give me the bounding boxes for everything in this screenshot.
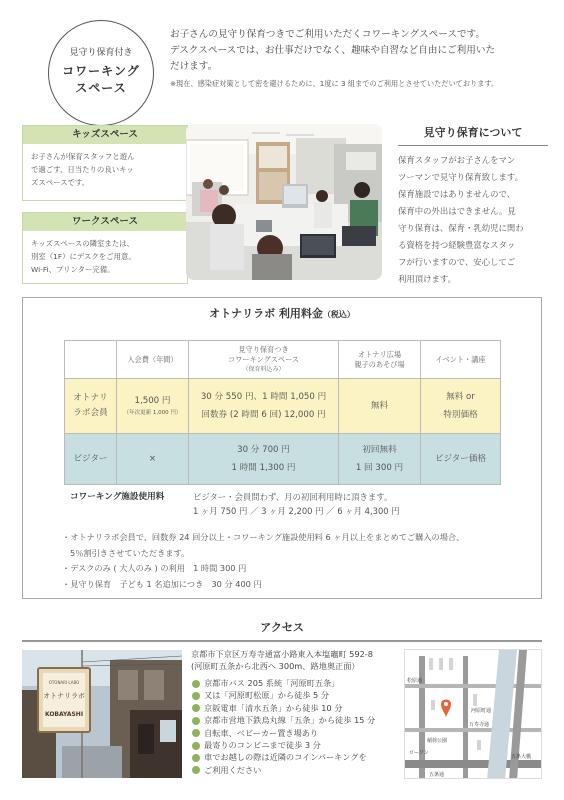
header-fee-sub: （年間） xyxy=(148,354,178,364)
address xyxy=(191,648,397,672)
direction-item: 京都市バス 205 系統「河原町五条」 xyxy=(191,677,401,689)
access-divider xyxy=(22,640,542,642)
member-coworking-l1: 30 分 550 円、1 時間 1,050 円 xyxy=(200,392,327,402)
intro-text xyxy=(170,27,550,89)
mimamori-line: 保育中の外出はできません。見 xyxy=(398,206,516,216)
work-line: Wi-Fi、プリンター完備。 xyxy=(31,265,115,274)
header-plaza xyxy=(339,341,421,379)
member-coworking xyxy=(189,379,339,434)
coworking-room-photo xyxy=(186,124,382,280)
direction-item: 最寄りのコンビニまで徒歩 3 分 xyxy=(191,739,401,751)
direction-item: 車でお越しの際は近隣のコインパーキングを xyxy=(191,751,401,763)
title-badge xyxy=(48,20,154,126)
visitor-fee: × xyxy=(117,434,189,485)
member-event-l2: 特別価格 xyxy=(443,410,478,420)
map-label-park: 稲荷公園 xyxy=(427,738,448,744)
header-event: イベント・講座 xyxy=(421,341,501,379)
header-empty-cell xyxy=(65,341,117,379)
visitor-plaza-l2: 1 回 300 円 xyxy=(355,463,404,473)
coworking-fee-line: 1 ヶ月 750 円 ／ 3 ヶ月 2,200 円 ／ 6 ヶ月 4,300 円 xyxy=(193,506,400,516)
intro-line: お子さんの見守り保育つきでご利用いただくコワーキングスペースです。 xyxy=(170,29,485,40)
kids-space-card xyxy=(22,125,188,201)
header-coworking-l3: （保育料込み） xyxy=(242,365,285,373)
work-line: 別室（1F）にデスクをご用意。 xyxy=(31,252,136,261)
intro-note: ※現在、感染症対策として密を避けるために、1度に 3 組までのご利用とさせていただいております。 xyxy=(170,79,499,88)
map-label-matsubara: 松原通 xyxy=(407,678,423,684)
member-fee-value: 1,500 円 xyxy=(134,396,171,406)
pricing-header-row xyxy=(65,341,501,379)
badge-subtitle: 見守り保育付き xyxy=(69,48,133,58)
visitor-plaza xyxy=(339,434,421,485)
mimamori-line: 守り保育は、保育・乳幼児に関わ xyxy=(398,223,524,233)
storefront-photo xyxy=(22,650,182,778)
work-space-card xyxy=(22,212,188,284)
badge-title-line2: スペース xyxy=(75,81,127,95)
direction-item: 京都市営地下鉄烏丸線「五条」から徒歩 15 分 xyxy=(191,714,401,726)
map-label-lawson: ローソン xyxy=(409,750,429,756)
member-row xyxy=(65,379,501,434)
pricing-table xyxy=(64,340,501,485)
coworking-fee-line: ビジター・会員問わず、月の初回利用時に頂きます。 xyxy=(193,492,393,502)
direction-item: 自転車、ベビーカー置き場あり xyxy=(191,727,401,739)
coworking-fee-label: コワーキング施設使用料 xyxy=(70,492,165,502)
kids-line: で過ごす、日当たりの良いキッ xyxy=(31,165,134,174)
mimamori-line: 利用頂けます。 xyxy=(398,274,456,284)
mimamori-description xyxy=(398,152,552,288)
header-fee xyxy=(117,341,189,379)
visitor-label: ビジター xyxy=(65,434,117,485)
work-space-description xyxy=(23,231,187,282)
pricing-notes xyxy=(62,530,532,592)
intro-line: だけます。 xyxy=(170,61,218,72)
pricing-title-main: オトナリラボ 利用料金 xyxy=(209,307,323,320)
member-fee xyxy=(117,379,189,434)
member-label-l1: オトナリ xyxy=(73,393,108,403)
mimamori-line: 保育スタッフがお子さんをマン xyxy=(398,155,516,165)
visitor-plaza-l1: 初回無料 xyxy=(362,445,397,455)
header-coworking-l1: 見守り保育つき xyxy=(238,344,289,354)
visitor-event: ビジター価格 xyxy=(421,434,501,485)
map-label-manjuji: 万寿寺通 xyxy=(469,722,490,728)
map-label-gojo: 五条通 xyxy=(429,772,445,778)
map-label-gojo-ohashi: 五条大橋 xyxy=(511,754,532,760)
header-coworking-l2: コワーキングスペース xyxy=(227,354,300,364)
mimamori-line: ツーマンで見守り保育致します。 xyxy=(398,172,523,182)
sign-main-text: オトナリラボ xyxy=(43,692,85,700)
coworking-fee-text xyxy=(193,490,533,518)
visitor-coworking-l1: 30 分 700 円 xyxy=(237,445,290,455)
member-coworking-l2: 回数券 (2 時間 6 回) 12,000 円 xyxy=(201,410,326,420)
member-event xyxy=(421,379,501,434)
badge-title-line1: コワーキング xyxy=(62,64,140,78)
member-label xyxy=(65,379,117,434)
member-plaza: 無料 xyxy=(339,379,421,434)
note-discount-cont: 5％割引きさせていただきます。 xyxy=(70,547,190,558)
sign-name-text: KOBAYASHI xyxy=(44,711,84,718)
mimamori-line: フが行いますので、安心してご xyxy=(398,257,516,267)
note-desk-only: ・デスクのみ ( 大人のみ ) の利用 1 時間 300 円 xyxy=(62,563,247,573)
pricing-title-tax: （税込） xyxy=(322,310,355,319)
kids-line: お子さんが保育スタッフと遊ん xyxy=(31,152,135,161)
address-note: (河原町五条から北西へ 300m、路地奥正面） xyxy=(191,661,360,671)
member-fee-note: （年次更新 1,000 円） xyxy=(123,410,182,416)
note-extra-child: ・見守り保育 子ども 1 名追加につき 30 分 400 円 xyxy=(62,578,262,589)
kids-space-title: キッズスペース xyxy=(23,126,187,144)
mimamori-title: 見守り保育について xyxy=(398,124,548,146)
access-map xyxy=(404,649,542,779)
pricing-title xyxy=(0,305,564,321)
mimamori-line: る資格を持つ経験豊富なスタッ xyxy=(398,240,516,250)
visitor-coworking-l2: 1 時間 1,300 円 xyxy=(231,463,296,473)
work-space-title: ワークスペース xyxy=(23,213,187,231)
header-fee-label: 入会費 xyxy=(127,354,149,364)
header-coworking xyxy=(189,341,339,379)
intro-line: デスクスペースでは、お仕事だけでなく、趣味や自習など自由にご利用いた xyxy=(170,45,496,56)
access-title: アクセス xyxy=(260,621,304,634)
mimamori-line: 保育施設ではありませんので、 xyxy=(398,189,516,199)
work-line: キッズスペースの隣室または、 xyxy=(31,239,134,248)
visitor-coworking xyxy=(189,434,339,485)
header-plaza-l2: 親子のあそび場 xyxy=(354,359,405,369)
directions-list xyxy=(191,677,401,776)
kids-space-description xyxy=(23,144,187,195)
address-line: 京都市下京区万寿寺通富小路東入本塩竈町 592-8 xyxy=(191,649,373,659)
visitor-row xyxy=(65,434,501,485)
direction-item-cont: ご利用ください xyxy=(191,764,401,776)
sign-top-text: OTONARI LABO xyxy=(48,680,80,685)
direction-item: 又は「河原町松原」から徒歩 5 分 xyxy=(191,689,401,701)
member-event-l1: 無料 or xyxy=(446,392,475,402)
kids-line: ズスペースです。 xyxy=(31,178,90,187)
member-label-l2: ラボ会員 xyxy=(73,408,108,418)
note-discount: ・オトナリラボ会員で、回数券 24 回分以上・コワーキング施設使用料 6 ヶ月以上をまとめてご購入の場合、 xyxy=(62,532,465,542)
map-label-kawaramachi: 河原町通 xyxy=(471,708,492,714)
direction-item: 京阪電車「清水五条」から徒歩 10 分 xyxy=(191,702,401,714)
header-plaza-l1: オトナリ広場 xyxy=(357,349,402,359)
